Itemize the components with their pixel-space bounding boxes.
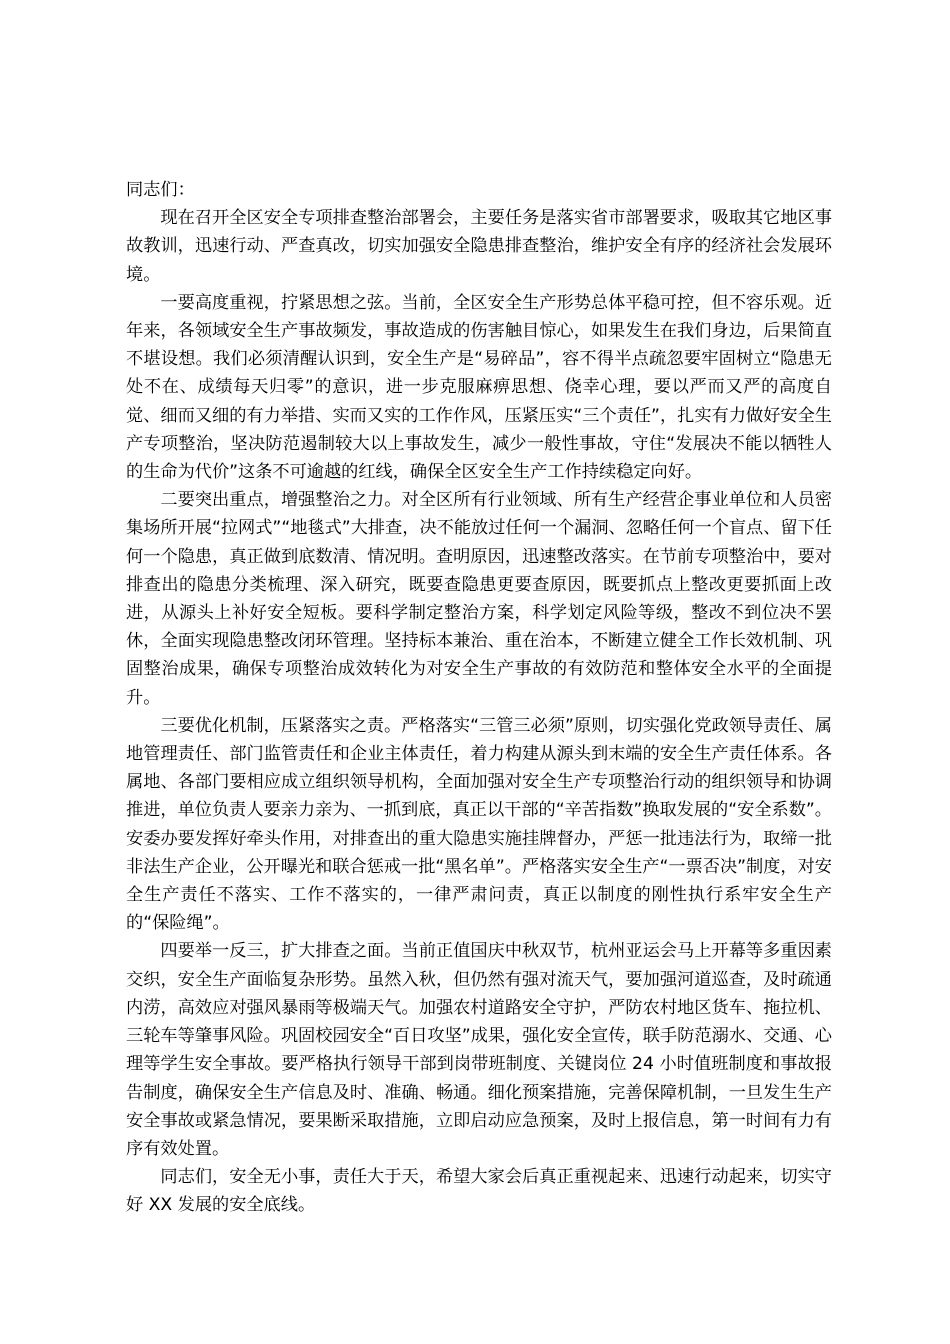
paragraph-closing: 同志们，安全无小事，责任大于天，希望大家会后真正重视起来、迅速行动起来，切实守好 XX 发展的安全底线。 [126,1167,832,1216]
document-page [126,176,832,1220]
paragraph-point-one: 一要高度重视，拧紧思想之弦。当前，全区安全生产形势总体平稳可控，但不容乐观。近年来，各领域安全生产事故频发，事故造成的伤害触目惊心，如果发生在我们身边，后果简直不堪设想。我们必须清醒认识到，安全生产是“易碎品”，容不得半点疏忽要牢固树立“隐患无处不在、成绩每天归零”的意识，进一步克服麻痹思想、侥幸心理，要以严而又严的高度自觉、细而又细的有力举措、实而又实的工作作风，压紧压实“三个责任”，扎实有力做好安全生产专项整治，坚决防范遏制较大以上事故发生，减少一般性事故，守住“发展决不能以牺牲人的生命为代价”这条不可逾越的红线，确保全区安全生产工作持续稳定向好。 [126,292,832,483]
paragraph-point-three: 三要优化机制，压紧落实之责。严格落实“三管三必须”原则，切实强化党政领导责任、属地管理责任、部门监管责任和企业主体责任，着力构建从源头到末端的安全生产责任体系。各属地、各部门要相应成立组织领导机构，全面加强对安全生产专项整治行动的组织领导和协调推进，单位负责人要亲力亲为、一抓到底，真正以干部的“辛苦指数”换取发展的“安全系数”。安委办要发挥好牵头作用，对排查出的重大隐患实施挂牌督办，严惩一批违法行为，取缔一批非法生产企业，公开曝光和联合惩戒一批“黑名单”。严格落实安全生产“一票否决”制度，对安全生产责任不落实、工作不落实的，一律严肃问责，真正以制度的刚性执行系牢安全生产的“保险绳”。 [126,715,832,934]
paragraph-point-four: 四要举一反三，扩大排查之面。当前正值国庆中秋双节，杭州亚运会马上开幕等多重因素交织，安全生产面临复杂形势。虽然入秋，但仍然有强对流天气，要加强河道巡查，及时疏通内涝，高效应对强风暴雨等极端天气。加强农村道路安全守护，严防农村地区货车、拖拉机、三轮车等肇事风险。巩固校园安全“百日攻坚”成果，强化安全宣传，联手防范溺水、交通、心理等学生安全事故。要严格执行领导干部到岗带班制度、关键岗位 24 小时值班制度和事故报告制度，确保安全生产信息及时、准确、畅通。细化预案措施，完善保障机制，一旦发生生产安全事故或紧急情况，要果断采取措施，立即启动应急预案，及时上报信息，第一时间有力有序有效处置。 [126,941,832,1159]
paragraph-point-two: 二要突出重点，增强整治之力。对全区所有行业领域、所有生产经营企事业单位和人员密集场所开展“拉网式”“地毯式”大排查，决不能放过任何一个漏洞、忽略任何一个盲点、留下任何一个隐患，真正做到底数清、情况明。查明原因，迅速整改落实。在节前专项整治中，要对排查出的隐患分类梳理、深入研究，既要查隐患更要查原因，既要抓点上整改更要抓面上改进，从源头上补好安全短板。要科学制定整治方案，科学划定风险等级，整改不到位决不罢休，全面实现隐患整改闭环管理。坚持标本兼治、重在治本，不断建立健全工作长效机制、巩固整治成果，确保专项整治成效转化为对安全生产事故的有效防范和整体安全水平的全面提升。 [126,490,832,708]
paragraph-intro: 现在召开全区安全专项排查整治部署会，主要任务是落实省市部署要求，吸取其它地区事故教训，迅速行动、严查真改，切实加强安全隐患排查整治，维护安全有序的经济社会发展环境。 [126,208,832,285]
salutation: 同志们： [126,180,195,200]
